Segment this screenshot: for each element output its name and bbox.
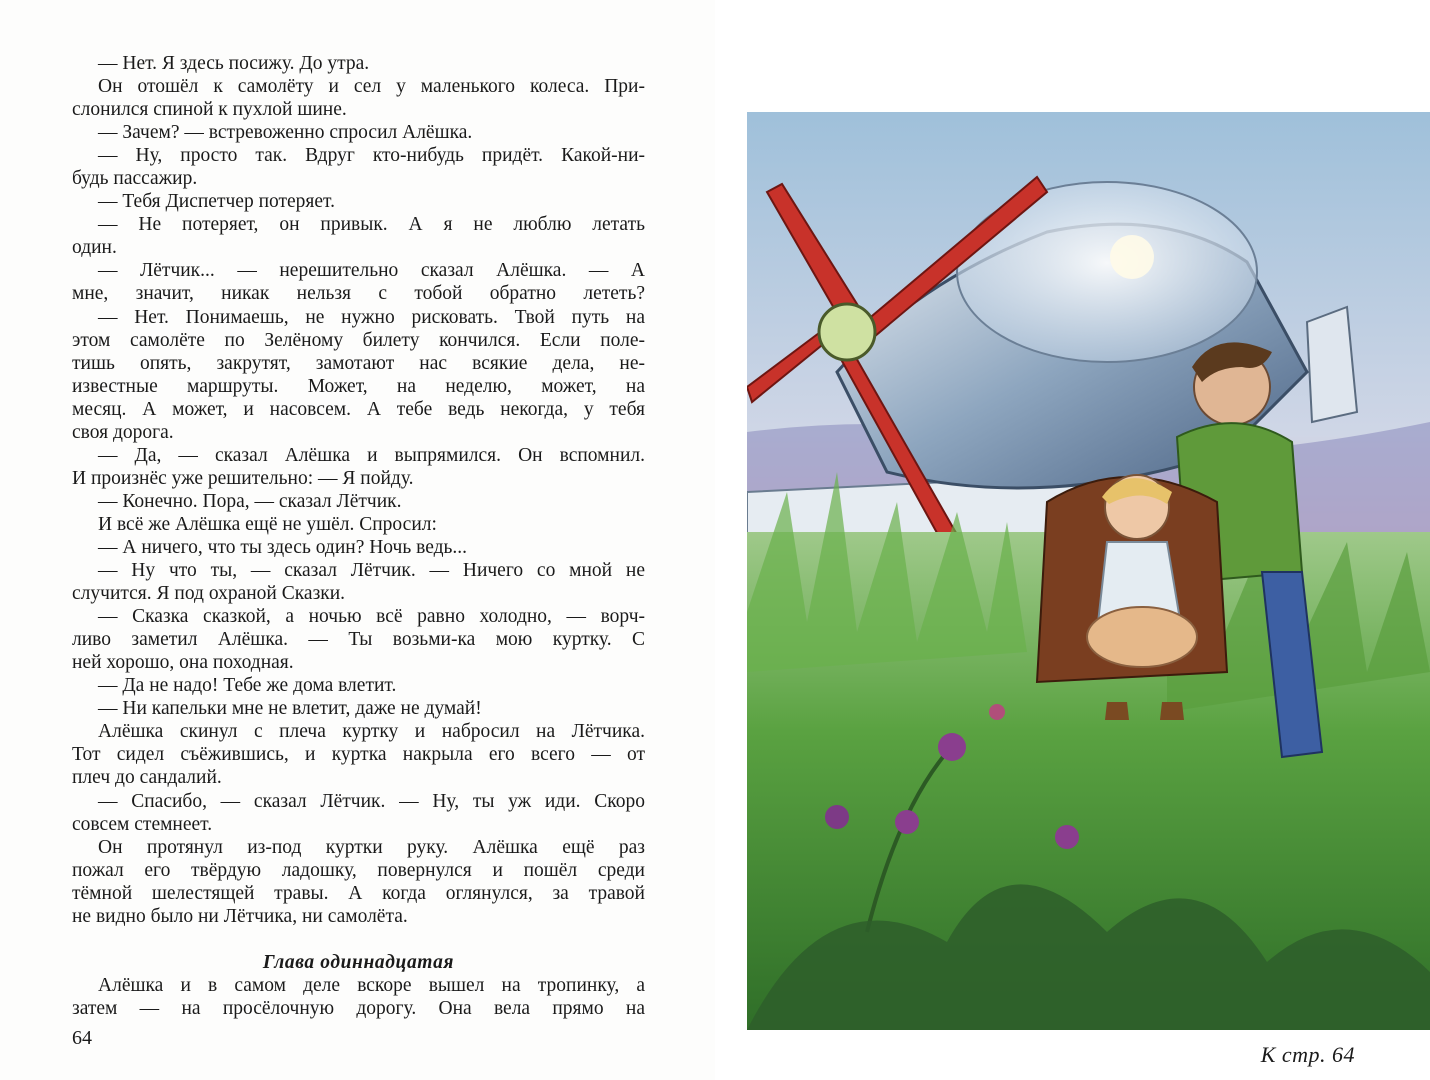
text-line: не видно было ни Лётчика, ни самолёта. — [72, 905, 408, 927]
text-line: своя дорога. — [72, 421, 174, 443]
text-line: — Сказка сказкой, а ночью всё равно холодно, — ворч- — [98, 606, 645, 628]
text-line: этом самолёте по Зелёному билету кончился. Если поле- — [72, 329, 645, 351]
chapter-heading: Глава одиннадцатая — [262, 951, 455, 973]
text-line: ней хорошо, она походная. — [72, 652, 294, 674]
text-line: тишь опять, закрутят, замотают нас всякие дела, не- — [72, 352, 645, 374]
text-block — [72, 52, 645, 1020]
text-line: мне, значит, никак нельзя с тобой обратно лететь? — [72, 283, 645, 305]
text-line: один. — [72, 237, 117, 259]
illustration-caption: К стр. 64 — [1260, 1042, 1355, 1067]
text-line: Он протянул из-под куртки руку. Алёшка ещё раз — [98, 836, 645, 858]
text-line: — Нет. Я здесь посижу. До утра. — [98, 53, 370, 74]
tail-fin — [1307, 307, 1357, 422]
text-line: слонился спиной к пухлой шине. — [72, 99, 347, 121]
text-line: И произнёс уже решительно: — Я пойду. — [72, 467, 414, 489]
text-line: — А ничего, что ты здесь один? Ночь ведь... — [98, 536, 468, 558]
text-line: месяц. А может, и насовсем. А тебе ведь некогда, у тебя — [72, 398, 645, 420]
text-line: Алёшка и в самом деле вскоре вышел на тропинку, а — [98, 974, 645, 996]
propeller-hub — [819, 304, 875, 360]
text-line: — Ни капельки мне не влетит, даже не думай! — [98, 698, 482, 720]
text-line: пожал его твёрдую ладошку, повернулся и пошёл среди — [72, 859, 645, 881]
text-line: тёмной шелестящей травы. А когда оглянулся, за травой — [72, 882, 645, 904]
sun-glare — [1110, 235, 1154, 279]
text-line: — Лётчик... — нерешительно сказал Алёшка. — А — [98, 260, 645, 282]
text-line: Тот сидел съёжившись, и куртка накрыла его всего — от — [72, 744, 645, 766]
text-line: — Конечно. Пора, — сказал Лётчик. — [98, 490, 402, 512]
illustration-page — [715, 0, 1430, 1080]
text-line: — Да не надо! Тебе же дома влетит. — [98, 675, 397, 697]
text-line: — Да, — сказал Алёшка и выпрямился. Он вспомнил. — [98, 444, 645, 466]
text-line: И всё же Алёшка ещё не ушёл. Спросил: — [98, 513, 437, 535]
text-line: совсем стемнеет. — [72, 813, 213, 835]
text-line: — Тебя Диспетчер потеряет. — [98, 191, 335, 213]
text-line: — Нет. Понимаешь, не нужно рисковать. Твой путь на — [98, 306, 645, 328]
paragraph-gap — [72, 928, 645, 951]
text-line: — Не потеряет, он привык. А я не люблю летать — [98, 214, 645, 236]
text-line: Алёшка скинул с плеча куртку и набросил на Лётчика. — [98, 721, 645, 743]
text-line: будь пассажир. — [72, 168, 198, 190]
text-line: — Ну что ты, — сказал Лётчик. — Ничего со мной не — [98, 560, 645, 582]
illustration — [747, 112, 1430, 1030]
text-line: плеч до сандалий. — [72, 767, 222, 789]
text-line: случится. Я под охраной Сказки. — [72, 583, 346, 605]
text-line: — Зачем? — встревоженно спросил Алёшка. — [98, 122, 473, 144]
text-line: известные маршруты. Может, на неделю, может, на — [72, 375, 645, 397]
text-line: — Спасибо, — сказал Лётчик. — Ну, ты уж иди. Скоро — [98, 790, 645, 812]
page-number: 64 — [72, 1027, 92, 1049]
text-line: затем — на просёлочную дорогу. Она вела прямо на — [72, 997, 645, 1019]
text-line: Он отошёл к самолёту и сел у маленького колеса. При- — [98, 76, 645, 98]
text-line: — Ну, просто так. Вдруг кто-нибудь придёт. Какой-ни- — [98, 145, 645, 167]
text-line: ливо заметил Алёшка. — Ты возьми-ка мою куртку. С — [72, 629, 645, 651]
